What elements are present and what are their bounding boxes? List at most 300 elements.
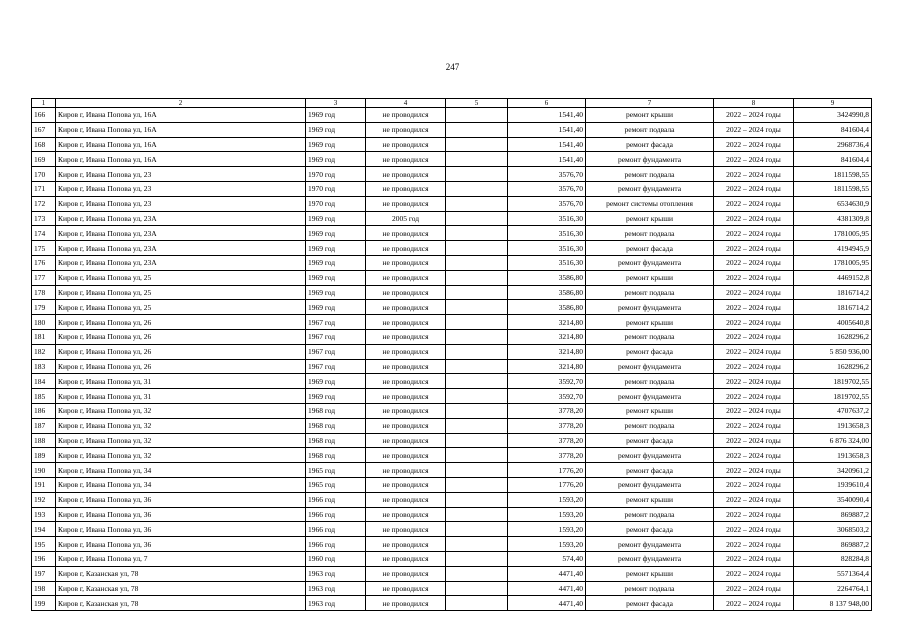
cost-cell: 4005640,8 [794, 315, 872, 330]
table-row [32, 581, 872, 596]
address-cell: Киров г, Ивана Попова ул, 23А [56, 241, 306, 256]
build-year-cell: 1967 год [306, 329, 366, 344]
work-type-cell: ремонт подвала [586, 374, 714, 389]
last-repair-year-cell: не проводился [366, 226, 446, 241]
row-index-cell: 167 [32, 122, 56, 137]
area-cell: 1541,40 [508, 152, 586, 167]
cost-cell: 1816714,2 [794, 300, 872, 315]
period-cell: 2022 – 2024 годы [714, 152, 794, 167]
address-cell: Киров г, Ивана Попова ул, 26 [56, 329, 306, 344]
period-cell: 2022 – 2024 годы [714, 537, 794, 552]
build-year-cell: 1969 год [306, 122, 366, 137]
row-index-cell: 180 [32, 315, 56, 330]
period-cell: 2022 – 2024 годы [714, 315, 794, 330]
empty-cell-cell [446, 241, 508, 256]
area-cell: 3592,70 [508, 374, 586, 389]
build-year-cell: 1968 год [306, 418, 366, 433]
period-cell: 2022 – 2024 годы [714, 285, 794, 300]
build-year-cell: 1970 год [306, 181, 366, 196]
build-year-cell: 1968 год [306, 403, 366, 418]
row-index-cell: 199 [32, 596, 56, 611]
period-cell: 2022 – 2024 годы [714, 566, 794, 581]
page-number: 247 [445, 62, 460, 72]
last-repair-year-cell: не проводился [366, 463, 446, 478]
period-cell: 2022 – 2024 годы [714, 211, 794, 226]
area-cell: 3576,70 [508, 181, 586, 196]
column-number-2: 2 [56, 99, 306, 108]
row-index-cell: 192 [32, 492, 56, 507]
address-cell: Киров г, Ивана Попова ул, 31 [56, 389, 306, 404]
table-row [32, 448, 872, 463]
column-number-5: 5 [446, 99, 508, 108]
build-year-cell: 1969 год [306, 226, 366, 241]
table-row [32, 108, 872, 123]
table-row [32, 596, 872, 611]
area-cell: 3516,30 [508, 255, 586, 270]
last-repair-year-cell: не проводился [366, 255, 446, 270]
period-cell: 2022 – 2024 годы [714, 122, 794, 137]
period-cell: 2022 – 2024 годы [714, 522, 794, 537]
cost-cell: 1628296,2 [794, 329, 872, 344]
last-repair-year-cell: не проводился [366, 566, 446, 581]
address-cell: Киров г, Ивана Попова ул, 25 [56, 285, 306, 300]
empty-cell-cell [446, 448, 508, 463]
column-number-row [32, 99, 872, 108]
empty-cell-cell [446, 108, 508, 123]
period-cell: 2022 – 2024 годы [714, 433, 794, 448]
period-cell: 2022 – 2024 годы [714, 463, 794, 478]
last-repair-year-cell: не проводился [366, 551, 446, 566]
last-repair-year-cell: не проводился [366, 403, 446, 418]
period-cell: 2022 – 2024 годы [714, 196, 794, 211]
table-row [32, 122, 872, 137]
empty-cell-cell [446, 152, 508, 167]
last-repair-year-cell: не проводился [366, 329, 446, 344]
column-number-6: 6 [508, 99, 586, 108]
area-cell: 1541,40 [508, 108, 586, 123]
last-repair-year-cell: не проводился [366, 108, 446, 123]
last-repair-year-cell: не проводился [366, 196, 446, 211]
period-cell: 2022 – 2024 годы [714, 167, 794, 182]
table-row [32, 285, 872, 300]
area-cell: 3778,20 [508, 433, 586, 448]
cost-cell: 5 850 936,00 [794, 344, 872, 359]
build-year-cell: 1969 год [306, 300, 366, 315]
last-repair-year-cell: не проводился [366, 315, 446, 330]
table-row [32, 137, 872, 152]
row-index-cell: 198 [32, 581, 56, 596]
work-type-cell: ремонт фундамента [586, 300, 714, 315]
table-row [32, 389, 872, 404]
table-row [32, 566, 872, 581]
work-type-cell: ремонт фундамента [586, 448, 714, 463]
cost-cell: 5571364,4 [794, 566, 872, 581]
last-repair-year-cell: не проводился [366, 448, 446, 463]
address-cell: Киров г, Ивана Попова ул, 32 [56, 403, 306, 418]
period-cell: 2022 – 2024 годы [714, 108, 794, 123]
empty-cell-cell [446, 196, 508, 211]
last-repair-year-cell: не проводился [366, 181, 446, 196]
address-cell: Киров г, Ивана Попова ул, 23 [56, 196, 306, 211]
address-cell: Киров г, Ивана Попова ул, 16А [56, 122, 306, 137]
table-row [32, 344, 872, 359]
area-cell: 1593,20 [508, 507, 586, 522]
period-cell: 2022 – 2024 годы [714, 255, 794, 270]
empty-cell-cell [446, 270, 508, 285]
address-cell: Киров г, Ивана Попова ул, 7 [56, 551, 306, 566]
area-cell: 3586,80 [508, 285, 586, 300]
column-number-8: 8 [714, 99, 794, 108]
table-row [32, 403, 872, 418]
last-repair-year-cell: не проводился [366, 581, 446, 596]
row-index-cell: 197 [32, 566, 56, 581]
period-cell: 2022 – 2024 годы [714, 492, 794, 507]
row-index-cell: 184 [32, 374, 56, 389]
cost-cell: 3540090,4 [794, 492, 872, 507]
work-type-cell: ремонт крыши [586, 403, 714, 418]
area-cell: 3516,30 [508, 241, 586, 256]
build-year-cell: 1968 год [306, 433, 366, 448]
build-year-cell: 1966 год [306, 537, 366, 552]
cost-cell: 1913658,3 [794, 418, 872, 433]
cost-cell: 3420961,2 [794, 463, 872, 478]
cost-cell: 8 137 948,00 [794, 596, 872, 611]
cost-cell: 1816714,2 [794, 285, 872, 300]
period-cell: 2022 – 2024 годы [714, 226, 794, 241]
table-row [32, 507, 872, 522]
empty-cell-cell [446, 581, 508, 596]
row-index-cell: 172 [32, 196, 56, 211]
work-type-cell: ремонт подвала [586, 226, 714, 241]
build-year-cell: 1969 год [306, 374, 366, 389]
area-cell: 3592,70 [508, 389, 586, 404]
address-cell: Киров г, Ивана Попова ул, 31 [56, 374, 306, 389]
last-repair-year-cell: не проводился [366, 537, 446, 552]
area-cell: 3778,20 [508, 418, 586, 433]
address-cell: Киров г, Ивана Попова ул, 23 [56, 167, 306, 182]
empty-cell-cell [446, 374, 508, 389]
empty-cell-cell [446, 403, 508, 418]
address-cell: Киров г, Ивана Попова ул, 34 [56, 463, 306, 478]
cost-cell: 869887,2 [794, 537, 872, 552]
table-row [32, 196, 872, 211]
row-index-cell: 193 [32, 507, 56, 522]
build-year-cell: 1965 год [306, 463, 366, 478]
last-repair-year-cell: не проводился [366, 389, 446, 404]
area-cell: 3214,80 [508, 329, 586, 344]
address-cell: Киров г, Казанская ул, 78 [56, 581, 306, 596]
last-repair-year-cell: не проводился [366, 374, 446, 389]
empty-cell-cell [446, 181, 508, 196]
row-index-cell: 195 [32, 537, 56, 552]
address-cell: Киров г, Ивана Попова ул, 36 [56, 492, 306, 507]
table-row [32, 241, 872, 256]
area-cell: 1593,20 [508, 492, 586, 507]
build-year-cell: 1966 год [306, 492, 366, 507]
address-cell: Киров г, Ивана Попова ул, 36 [56, 522, 306, 537]
last-repair-year-cell: не проводился [366, 241, 446, 256]
last-repair-year-cell: не проводился [366, 359, 446, 374]
row-index-cell: 187 [32, 418, 56, 433]
period-cell: 2022 – 2024 годы [714, 403, 794, 418]
work-type-cell: ремонт фасада [586, 241, 714, 256]
work-type-cell: ремонт подвала [586, 122, 714, 137]
table-row [32, 329, 872, 344]
cost-cell: 3068503,2 [794, 522, 872, 537]
address-cell: Киров г, Ивана Попова ул, 16А [56, 152, 306, 167]
work-type-cell: ремонт подвала [586, 167, 714, 182]
area-cell: 4471,40 [508, 566, 586, 581]
address-cell: Киров г, Ивана Попова ул, 23А [56, 255, 306, 270]
cost-cell: 2264764,1 [794, 581, 872, 596]
empty-cell-cell [446, 300, 508, 315]
build-year-cell: 1967 год [306, 344, 366, 359]
period-cell: 2022 – 2024 годы [714, 581, 794, 596]
row-index-cell: 182 [32, 344, 56, 359]
address-cell: Киров г, Ивана Попова ул, 23А [56, 226, 306, 241]
table-row [32, 152, 872, 167]
area-cell: 3516,30 [508, 211, 586, 226]
table-row [32, 270, 872, 285]
address-cell: Киров г, Ивана Попова ул, 26 [56, 315, 306, 330]
last-repair-year-cell: не проводился [366, 152, 446, 167]
work-type-cell: ремонт подвала [586, 418, 714, 433]
last-repair-year-cell: не проводился [366, 507, 446, 522]
address-cell: Киров г, Ивана Попова ул, 34 [56, 477, 306, 492]
empty-cell-cell [446, 329, 508, 344]
build-year-cell: 1966 год [306, 507, 366, 522]
cost-cell: 1819702,55 [794, 389, 872, 404]
build-year-cell: 1969 год [306, 241, 366, 256]
build-year-cell: 1963 год [306, 566, 366, 581]
row-index-cell: 196 [32, 551, 56, 566]
empty-cell-cell [446, 551, 508, 566]
last-repair-year-cell: не проводился [366, 137, 446, 152]
cost-cell: 1628296,2 [794, 359, 872, 374]
area-cell: 3576,70 [508, 167, 586, 182]
area-cell: 3516,30 [508, 226, 586, 241]
last-repair-year-cell: не проводился [366, 285, 446, 300]
cost-cell: 841604,4 [794, 152, 872, 167]
period-cell: 2022 – 2024 годы [714, 477, 794, 492]
period-cell: 2022 – 2024 годы [714, 359, 794, 374]
row-index-cell: 171 [32, 181, 56, 196]
empty-cell-cell [446, 492, 508, 507]
cost-cell: 841604,4 [794, 122, 872, 137]
empty-cell-cell [446, 507, 508, 522]
area-cell: 1593,20 [508, 522, 586, 537]
build-year-cell: 1966 год [306, 522, 366, 537]
row-index-cell: 170 [32, 167, 56, 182]
cost-cell: 2968736,4 [794, 137, 872, 152]
row-index-cell: 168 [32, 137, 56, 152]
last-repair-year-cell: 2005 год [366, 211, 446, 226]
area-cell: 1541,40 [508, 122, 586, 137]
cost-cell: 4194945,9 [794, 241, 872, 256]
period-cell: 2022 – 2024 годы [714, 596, 794, 611]
table-row [32, 463, 872, 478]
address-cell: Киров г, Ивана Попова ул, 26 [56, 359, 306, 374]
empty-cell-cell [446, 122, 508, 137]
row-index-cell: 191 [32, 477, 56, 492]
period-cell: 2022 – 2024 годы [714, 551, 794, 566]
repair-program-table [31, 98, 872, 611]
table-row [32, 522, 872, 537]
area-cell: 3214,80 [508, 359, 586, 374]
table-row [32, 374, 872, 389]
column-number-4: 4 [366, 99, 446, 108]
period-cell: 2022 – 2024 годы [714, 418, 794, 433]
work-type-cell: ремонт фасада [586, 596, 714, 611]
area-cell: 3214,80 [508, 344, 586, 359]
table-row [32, 255, 872, 270]
build-year-cell: 1960 год [306, 551, 366, 566]
cost-cell: 1811598,55 [794, 167, 872, 182]
period-cell: 2022 – 2024 годы [714, 241, 794, 256]
column-number-1: 1 [32, 99, 56, 108]
empty-cell-cell [446, 418, 508, 433]
cost-cell: 1811598,55 [794, 181, 872, 196]
table-row [32, 551, 872, 566]
cost-cell: 1913658,3 [794, 448, 872, 463]
cost-cell: 1781005,95 [794, 226, 872, 241]
empty-cell-cell [446, 167, 508, 182]
last-repair-year-cell: не проводился [366, 492, 446, 507]
table-row [32, 537, 872, 552]
area-cell: 574,40 [508, 551, 586, 566]
period-cell: 2022 – 2024 годы [714, 507, 794, 522]
address-cell: Киров г, Казанская ул, 78 [56, 566, 306, 581]
row-index-cell: 176 [32, 255, 56, 270]
work-type-cell: ремонт крыши [586, 211, 714, 226]
table-row [32, 492, 872, 507]
build-year-cell: 1967 год [306, 359, 366, 374]
period-cell: 2022 – 2024 годы [714, 270, 794, 285]
work-type-cell: ремонт фундамента [586, 389, 714, 404]
empty-cell-cell [446, 359, 508, 374]
last-repair-year-cell: не проводился [366, 477, 446, 492]
row-index-cell: 179 [32, 300, 56, 315]
area-cell: 1776,20 [508, 477, 586, 492]
build-year-cell: 1969 год [306, 108, 366, 123]
table-row [32, 315, 872, 330]
cost-cell: 869887,2 [794, 507, 872, 522]
address-cell: Киров г, Ивана Попова ул, 32 [56, 448, 306, 463]
row-index-cell: 169 [32, 152, 56, 167]
empty-cell-cell [446, 433, 508, 448]
work-type-cell: ремонт системы отопления [586, 196, 714, 211]
table-row [32, 211, 872, 226]
area-cell: 3778,20 [508, 448, 586, 463]
work-type-cell: ремонт крыши [586, 108, 714, 123]
row-index-cell: 194 [32, 522, 56, 537]
address-cell: Киров г, Ивана Попова ул, 16А [56, 137, 306, 152]
build-year-cell: 1969 год [306, 270, 366, 285]
table-row [32, 181, 872, 196]
work-type-cell: ремонт фундамента [586, 181, 714, 196]
empty-cell-cell [446, 137, 508, 152]
table-row [32, 418, 872, 433]
address-cell: Киров г, Ивана Попова ул, 23А [56, 211, 306, 226]
area-cell: 3586,80 [508, 300, 586, 315]
area-cell: 3214,80 [508, 315, 586, 330]
period-cell: 2022 – 2024 годы [714, 344, 794, 359]
row-index-cell: 166 [32, 108, 56, 123]
last-repair-year-cell: не проводился [366, 344, 446, 359]
cost-cell: 1939610,4 [794, 477, 872, 492]
row-index-cell: 175 [32, 241, 56, 256]
empty-cell-cell [446, 285, 508, 300]
last-repair-year-cell: не проводился [366, 522, 446, 537]
empty-cell-cell [446, 389, 508, 404]
row-index-cell: 189 [32, 448, 56, 463]
last-repair-year-cell: не проводился [366, 270, 446, 285]
last-repair-year-cell: не проводился [366, 122, 446, 137]
last-repair-year-cell: не проводился [366, 596, 446, 611]
cost-cell: 1781005,95 [794, 255, 872, 270]
row-index-cell: 183 [32, 359, 56, 374]
build-year-cell: 1965 год [306, 477, 366, 492]
build-year-cell: 1969 год [306, 152, 366, 167]
empty-cell-cell [446, 344, 508, 359]
cost-cell: 828284,8 [794, 551, 872, 566]
build-year-cell: 1969 год [306, 137, 366, 152]
period-cell: 2022 – 2024 годы [714, 300, 794, 315]
build-year-cell: 1969 год [306, 255, 366, 270]
area-cell: 3586,80 [508, 270, 586, 285]
area-cell: 1593,20 [508, 537, 586, 552]
work-type-cell: ремонт фасада [586, 463, 714, 478]
work-type-cell: ремонт фундамента [586, 537, 714, 552]
empty-cell-cell [446, 522, 508, 537]
column-number-9: 9 [794, 99, 872, 108]
address-cell: Киров г, Ивана Попова ул, 23 [56, 181, 306, 196]
cost-cell: 6534630,9 [794, 196, 872, 211]
build-year-cell: 1969 год [306, 285, 366, 300]
area-cell: 1776,20 [508, 463, 586, 478]
work-type-cell: ремонт фундамента [586, 551, 714, 566]
empty-cell-cell [446, 477, 508, 492]
build-year-cell: 1968 год [306, 448, 366, 463]
work-type-cell: ремонт фасада [586, 433, 714, 448]
address-cell: Киров г, Казанская ул, 78 [56, 596, 306, 611]
area-cell: 3778,20 [508, 403, 586, 418]
address-cell: Киров г, Ивана Попова ул, 32 [56, 418, 306, 433]
last-repair-year-cell: не проводился [366, 418, 446, 433]
empty-cell-cell [446, 211, 508, 226]
area-cell: 4471,40 [508, 596, 586, 611]
row-index-cell: 185 [32, 389, 56, 404]
empty-cell-cell [446, 255, 508, 270]
work-type-cell: ремонт фундамента [586, 152, 714, 167]
work-type-cell: ремонт подвала [586, 581, 714, 596]
row-index-cell: 173 [32, 211, 56, 226]
row-index-cell: 181 [32, 329, 56, 344]
row-index-cell: 177 [32, 270, 56, 285]
period-cell: 2022 – 2024 годы [714, 329, 794, 344]
work-type-cell: ремонт подвала [586, 507, 714, 522]
work-type-cell: ремонт фундамента [586, 359, 714, 374]
empty-cell-cell [446, 463, 508, 478]
work-type-cell: ремонт фундамента [586, 477, 714, 492]
column-number-3: 3 [306, 99, 366, 108]
table-body [32, 99, 872, 611]
table-row [32, 477, 872, 492]
empty-cell-cell [446, 596, 508, 611]
build-year-cell: 1967 год [306, 315, 366, 330]
empty-cell-cell [446, 226, 508, 241]
row-index-cell: 188 [32, 433, 56, 448]
